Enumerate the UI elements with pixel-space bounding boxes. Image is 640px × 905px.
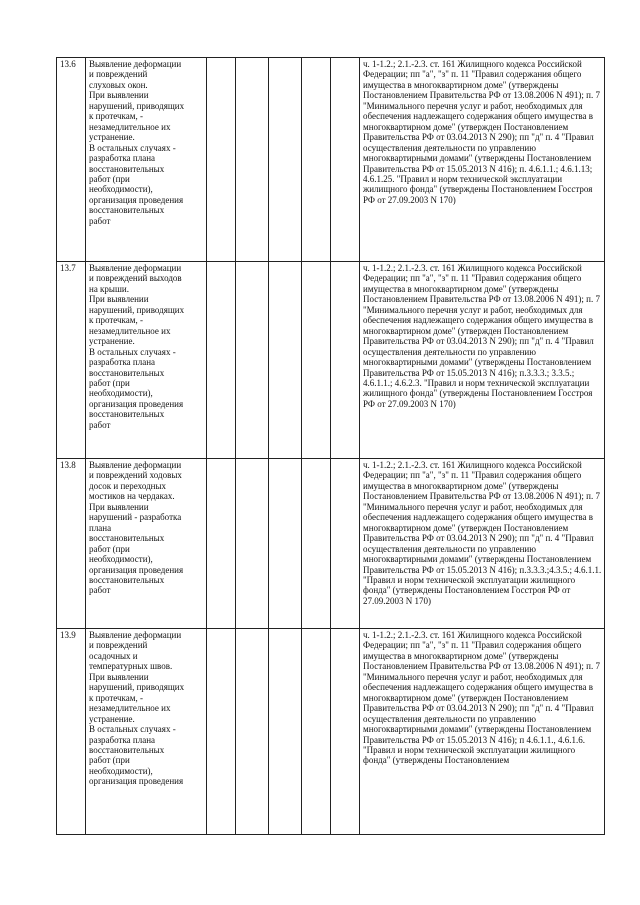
empty-cell bbox=[331, 629, 360, 835]
empty-cell bbox=[236, 459, 269, 629]
table-row bbox=[57, 58, 605, 262]
empty-cell bbox=[302, 459, 331, 629]
works-table bbox=[56, 57, 605, 835]
empty-cell bbox=[269, 629, 302, 835]
empty-cell bbox=[207, 262, 236, 459]
empty-cell bbox=[207, 58, 236, 262]
empty-cell bbox=[302, 629, 331, 835]
work-description: Выявление деформации и повреждений выходов на крыши. При выявлении нарушений, приводящих к протечкам, - незамедлительное их устранение. В остальных случаях - разработка плана восстановительных работ (при необходимости), организация проведения восстановительных работ bbox=[86, 262, 207, 459]
empty-cell bbox=[302, 58, 331, 262]
empty-cell bbox=[331, 262, 360, 459]
empty-cell bbox=[207, 629, 236, 835]
work-description: Выявление деформации и повреждений осадочных и температурных швов. При выявлении нарушений, приводящих к протечкам, - незамедлительное их устранение. В остальных случаях - разработка плана восстановительных работ (при необходимости), организация проведения bbox=[86, 629, 207, 835]
empty-cell bbox=[302, 262, 331, 459]
table-row bbox=[57, 459, 605, 629]
empty-cell bbox=[331, 459, 360, 629]
legal-basis: ч. 1-1.2.; 2.1.-2.3. ст. 161 Жилищного кодекса Российской Федерации; пп "а", "з" п. 11 "Правил содержания общего имущества в многоквартирном доме" (утверждены Постановлением Правительства РФ от 13.08.2006 N 491); п. 7 "Минимального перечня услуг и работ, необходимых для обеспечения надлежащего содержания общего имущества в многоквартирном доме" (утвержден Постановлением Правительства РФ от 03.04.2013 N 290); пп "д" п. 4 "Правил осуществления деятельности по управлению многоквартирными домами" (утверждены Постановлением Правительства РФ от 15.05.2013 N 416); п.3.3.3.; 3.3.5.; 4.6.1.1.; 4.6.2.3. "Правил и норм технической эксплуатации жилищного фонда" (утверждены Постановлением Госстроя РФ от 27.09.2003 N 170) bbox=[360, 262, 605, 459]
empty-cell bbox=[236, 629, 269, 835]
legal-basis: ч. 1-1.2.; 2.1.-2.3. ст. 161 Жилищного кодекса Российской Федерации; пп "а", "з" п. 11 "Правил содержания общего имущества в многоквартирном доме" (утверждены Постановлением Правительства РФ от 13.08.2006 N 491); п. 7 "Минимального перечня услуг и работ, необходимых для обеспечения надлежащего содержания общего имущества в многоквартирном доме" (утвержден Постановлением Правительства РФ от 03.04.2013 N 290); пп "д" п. 4 "Правил осуществления деятельности по управлению многоквартирными домами" (утверждены Постановлением Правительства РФ от 15.05.2013 N 416); п.3.3.3.;4.3.5.; 4.6.1.1. "Правил и норм технической эксплуатации жилищного фонда" (утверждены Постановлением Госстроя РФ от 27.09.2003 N 170) bbox=[360, 459, 605, 629]
table-row bbox=[57, 629, 605, 835]
empty-cell bbox=[236, 58, 269, 262]
row-number: 13.6 bbox=[57, 58, 86, 262]
table-row bbox=[57, 262, 605, 459]
empty-cell bbox=[269, 459, 302, 629]
row-number: 13.8 bbox=[57, 459, 86, 629]
row-number: 13.7 bbox=[57, 262, 86, 459]
empty-cell bbox=[269, 262, 302, 459]
row-number: 13.9 bbox=[57, 629, 86, 835]
empty-cell bbox=[207, 459, 236, 629]
empty-cell bbox=[236, 262, 269, 459]
work-description: Выявление деформации и повреждений слуховых окон. При выявлении нарушений, приводящих к протечкам, - незамедлительное их устранение. В остальных случаях - разработка плана восстановительных работ (при необходимости), организация проведения восстановительных работ bbox=[86, 58, 207, 262]
empty-cell bbox=[269, 58, 302, 262]
empty-cell bbox=[331, 58, 360, 262]
legal-basis: ч. 1-1.2.; 2.1.-2.3. ст. 161 Жилищного кодекса Российской Федерации; пп "а", "з" п. 11 "Правил содержания общего имущества в многоквартирном доме" (утверждены Постановлением Правительства РФ от 13.08.2006 N 491); п. 7 "Минимального перечня услуг и работ, необходимых для обеспечения надлежащего содержания общего имущества в многоквартирном доме" (утвержден Постановлением Правительства РФ от 03.04.2013 N 290); пп "д" п. 4 "Правил осуществления деятельности по управлению многоквартирными домами" (утверждены Постановлением Правительства РФ от 15.05.2013 N 416); п 4.6.1.1., 4.6.1.6. "Правил и норм технической эксплуатации жилищного фонда" (утверждены Постановлением bbox=[360, 629, 605, 835]
work-description: Выявление деформации и повреждений ходовых досок и переходных мостиков на чердаках. При выявлении нарушений - разработка плана восстановительных работ (при необходимости), организация проведения восстановительных работ bbox=[86, 459, 207, 629]
legal-basis: ч. 1-1.2.; 2.1.-2.3. ст. 161 Жилищного кодекса Российской Федерации; пп "а", "з" п. 11 "Правил содержания общего имущества в многоквартирном доме" (утверждены Постановлением Правительства РФ от 13.08.2006 N 491); п. 7 "Минимального перечня услуг и работ, необходимых для обеспечения надлежащего содержания общего имущества в многоквартирном доме" (утвержден Постановлением Правительства РФ от 03.04.2013 N 290); пп "д" п. 4 "Правил осуществления деятельности по управлению многоквартирными домами" (утверждены Постановлением Правительства РФ от 15.05.2013 N 416); п. 4.6.1.1.; 4.6.1.13; 4.6.1.25. "Правил и норм технической эксплуатации жилищного фонда" (утверждены Постановлением Госстроя РФ от 27.09.2003 N 170) bbox=[360, 58, 605, 262]
